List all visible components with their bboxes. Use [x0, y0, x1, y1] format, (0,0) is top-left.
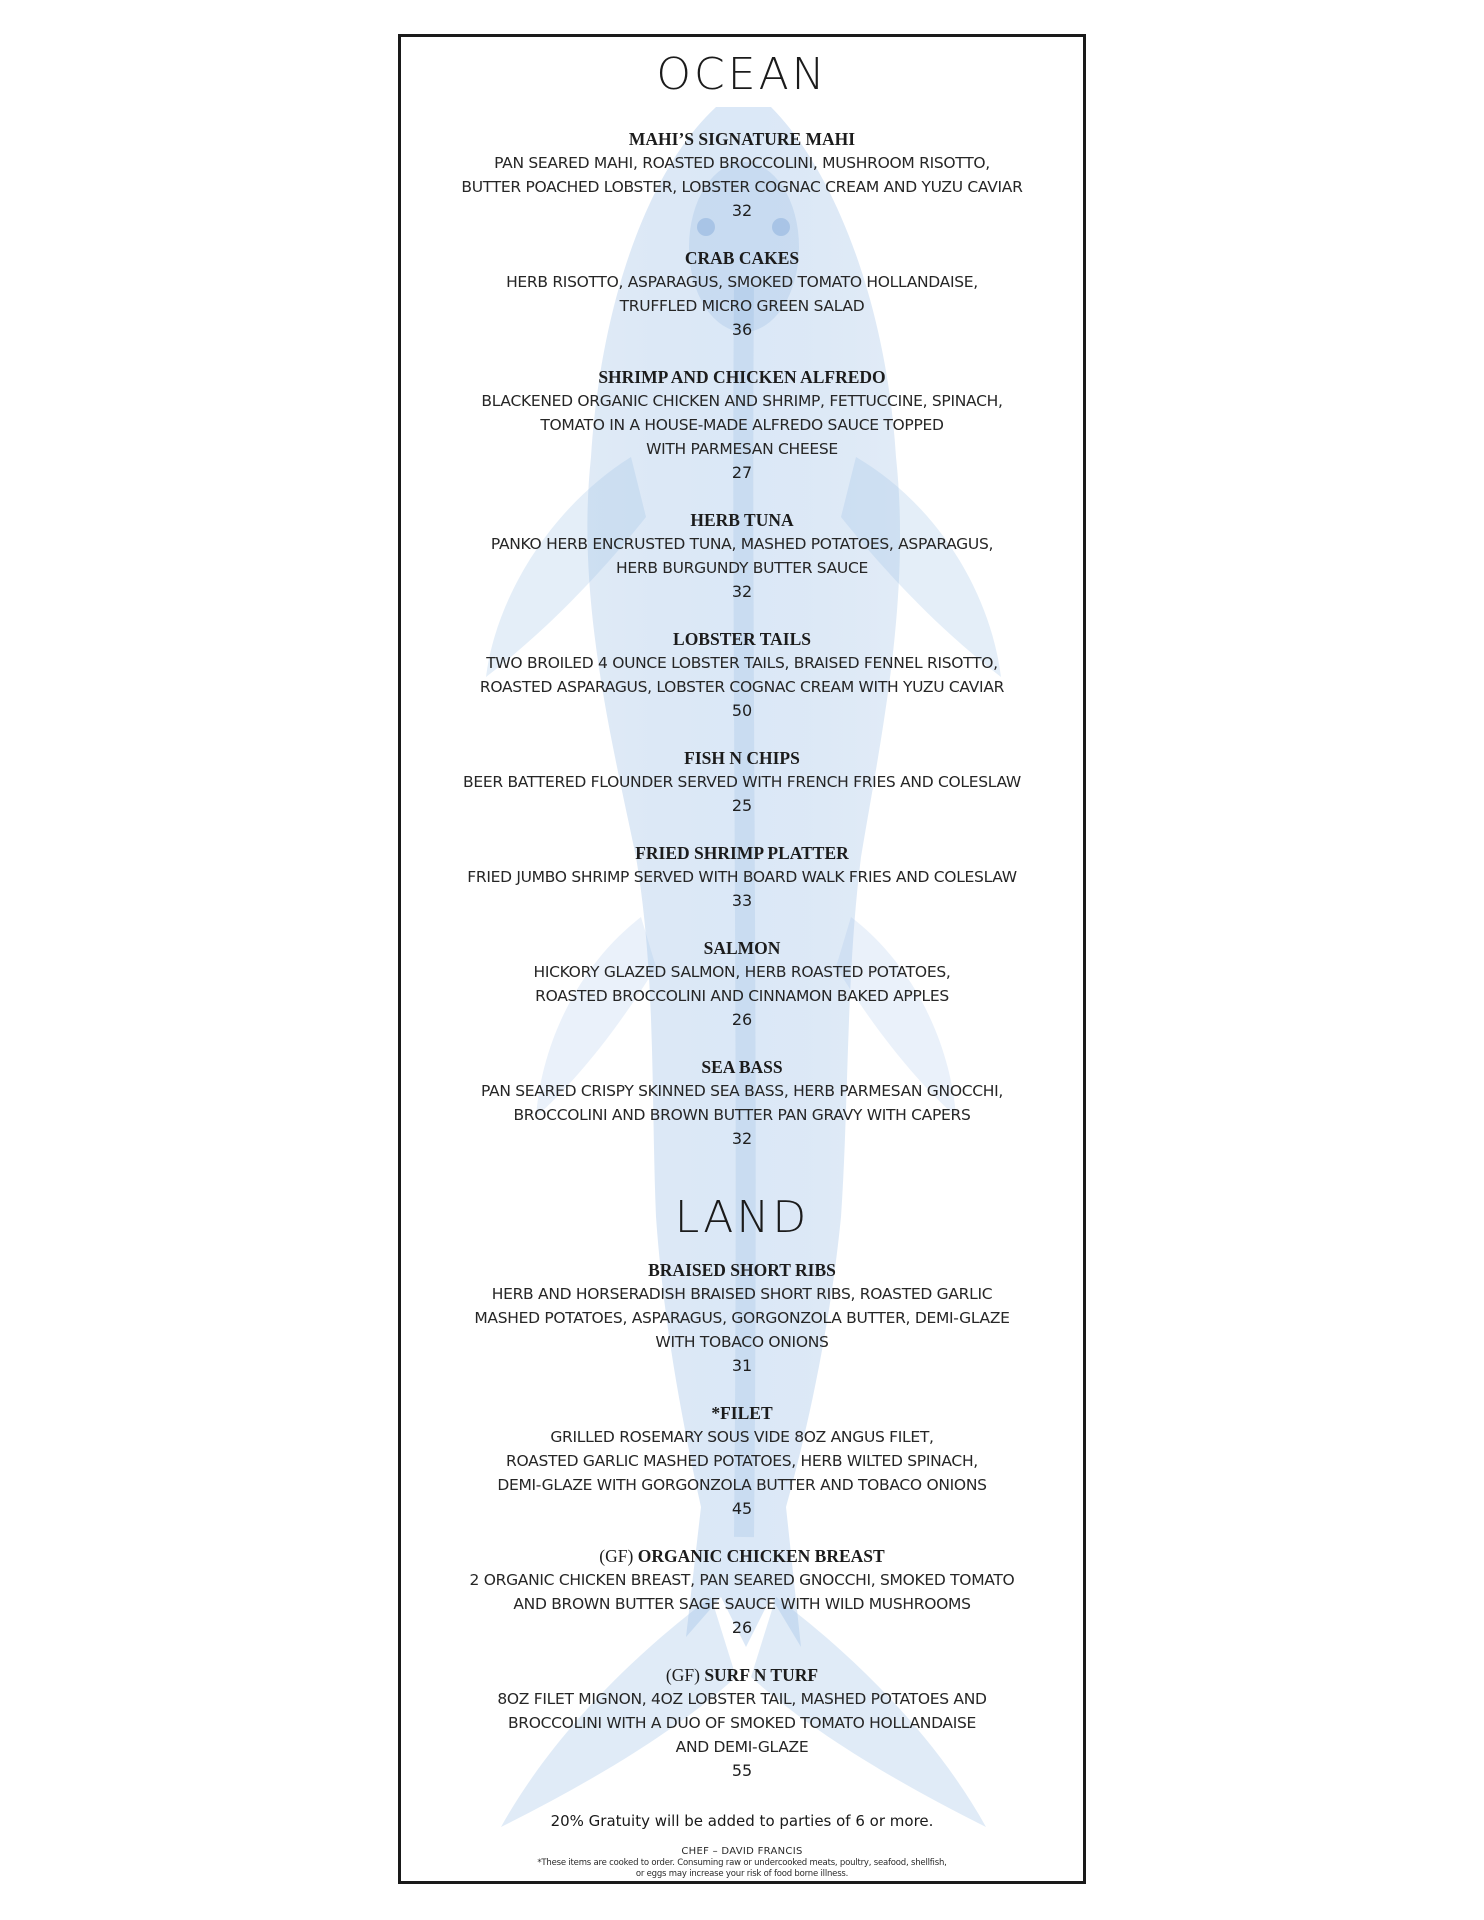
dish-name: FRIED SHRIMP PLATTER	[635, 843, 849, 863]
gratuity-note: 20% Gratuity will be added to parties of 6 or more.	[550, 1812, 934, 1830]
dish-description: FRIED JUMBO SHRIMP SERVED WITH BOARD WALK FRIES AND COLESLAW	[467, 868, 1017, 886]
dish-name: FISH N CHIPS	[684, 748, 800, 768]
dish-description: HERB AND HORSERADISH BRAISED SHORT RIBS, ROASTED GARLIC MASHED POTATOES, ASPARAGUS, GORGONZOLA BUTTER, DEMI-GLAZE WITH TOBACO ONIONS	[474, 1285, 1010, 1351]
dish-price: 36	[731, 320, 753, 339]
dish-name: *FILET	[711, 1403, 773, 1423]
dish-description: PANKO HERB ENCRUSTED TUNA, MASHED POTATOES, ASPARAGUS, HERB BURGUNDY BUTTER SAUCE	[490, 535, 994, 577]
dish-description: 8OZ FILET MIGNON, 4OZ LOBSTER TAIL, MASHED POTATOES AND BROCCOLINI WITH A DUO OF SMOKED TOMATO HOLLANDAISE AND DEMI-GLAZE	[497, 1690, 987, 1756]
menu-item	[401, 746, 1083, 818]
dish-price: 32	[731, 201, 753, 220]
dish-name: SALMON	[703, 938, 781, 958]
dish-price: 55	[731, 1761, 753, 1780]
dish-price: 32	[731, 1129, 753, 1148]
dish-name: (GF) SURF N TURF	[665, 1665, 819, 1685]
menu-item	[401, 936, 1083, 1032]
menu-footer	[401, 1846, 1083, 1880]
section-title-land: LAND	[674, 1192, 810, 1243]
menu-item	[401, 1401, 1083, 1521]
dish-price: 26	[731, 1618, 753, 1637]
dish-name: MAHI’S SIGNATURE MAHI	[628, 129, 856, 149]
dish-name: HERB TUNA	[690, 510, 794, 530]
section-title-ocean: OCEAN	[656, 49, 828, 100]
chef-credit: CHEF – DAVID FRANCIS	[681, 1846, 803, 1857]
dish-price: 45	[731, 1499, 753, 1518]
dish-price: 33	[731, 891, 753, 910]
gluten-free-tag: (GF)	[665, 1665, 700, 1685]
dish-price: 27	[731, 463, 753, 482]
menu-item	[401, 1663, 1083, 1783]
dish-description: TWO BROILED 4 OUNCE LOBSTER TAILS, BRAISED FENNEL RISOTTO, ROASTED ASPARAGUS, LOBSTER COGNAC CREAM WITH YUZU CAVIAR	[479, 654, 1005, 696]
dish-name: LOBSTER TAILS	[673, 629, 811, 649]
dish-name: SHRIMP AND CHICKEN ALFREDO	[598, 367, 886, 387]
dish-price: 50	[731, 701, 753, 720]
dish-description: BLACKENED ORGANIC CHICKEN AND SHRIMP, FETTUCCINE, SPINACH, TOMATO IN A HOUSE-MADE ALFREDO SAUCE TOPPED WITH PARMESAN CHEESE	[481, 392, 1003, 458]
gluten-free-tag: (GF)	[599, 1546, 634, 1566]
dish-description: GRILLED ROSEMARY SOUS VIDE 8OZ ANGUS FILET, ROASTED GARLIC MASHED POTATOES, HERB WILTED SPINACH, DEMI-GLAZE WITH GORGONZOLA BUTTER AND TOBACO ONIONS	[497, 1428, 987, 1494]
dish-price: 25	[731, 796, 753, 815]
dish-name: CRAB CAKES	[684, 248, 800, 268]
dish-price: 31	[731, 1356, 753, 1375]
menu-item	[401, 1544, 1083, 1640]
menu-item	[401, 627, 1083, 723]
menu-item	[401, 127, 1083, 223]
dish-description: 2 ORGANIC CHICKEN BREAST, PAN SEARED GNOCCHI, SMOKED TOMATO AND BROWN BUTTER SAGE SAUCE WITH WILD MUSHROOMS	[469, 1571, 1015, 1613]
menu-item	[401, 1258, 1083, 1378]
dish-name: BRAISED SHORT RIBS	[648, 1260, 836, 1280]
dish-description: PAN SEARED MAHI, ROASTED BROCCOLINI, MUSHROOM RISOTTO, BUTTER POACHED LOBSTER, LOBSTER COGNAC CREAM AND YUZU CAVIAR	[461, 154, 1023, 196]
menu-item	[401, 246, 1083, 342]
menu-item	[401, 1055, 1083, 1151]
dish-description: PAN SEARED CRISPY SKINNED SEA BASS, HERB PARMESAN GNOCCHI, BROCCOLINI AND BROWN BUTTER PAN GRAVY WITH CAPERS	[480, 1082, 1004, 1124]
menu-card	[398, 34, 1086, 1884]
dish-name: SEA BASS	[701, 1057, 783, 1077]
dish-price: 32	[731, 582, 753, 601]
menu-item	[401, 841, 1083, 913]
dish-price: 26	[731, 1010, 753, 1029]
food-safety-disclaimer: *These items are cooked to order. Consuming raw or undercooked meats, poultry, seafood, shellfish, or eggs may increase your risk of food borne illness.	[537, 1858, 947, 1879]
dish-name: (GF) ORGANIC CHICKEN BREAST	[599, 1546, 885, 1566]
menu-item	[401, 365, 1083, 485]
menu-item	[401, 508, 1083, 604]
dish-description: BEER BATTERED FLOUNDER SERVED WITH FRENCH FRIES AND COLESLAW	[463, 773, 1021, 791]
dish-description: HICKORY GLAZED SALMON, HERB ROASTED POTATOES, ROASTED BROCCOLINI AND CINNAMON BAKED APPLES	[533, 963, 951, 1005]
dish-description: HERB RISOTTO, ASPARAGUS, SMOKED TOMATO HOLLANDAISE, TRUFFLED MICRO GREEN SALAD	[506, 273, 978, 315]
